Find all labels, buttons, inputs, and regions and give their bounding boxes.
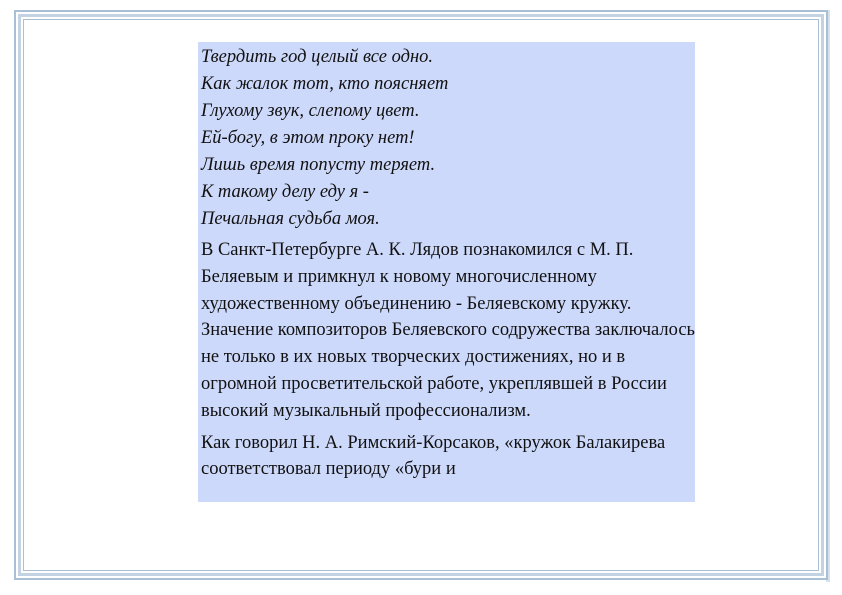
poem-line: Ей-богу, в этом проку нет! (201, 128, 415, 148)
poem-line: Глухому звук, слепому цвет. (201, 101, 420, 121)
poem-line: К такому делу еду я - (201, 182, 369, 202)
poem-line: Печальная судьба моя. (201, 209, 380, 229)
poem-line: Как жалок тот, кто поясняет (201, 74, 449, 94)
paragraph-rimsky-korsakov-quote: Как говорил Н. А. Римский-Корсаков, «кружок Балакирева соответствовал периоду «бури и (201, 432, 666, 480)
poem (201, 42, 695, 233)
poem-line: Твердить год целый все одно. (201, 47, 434, 67)
poem-line: Лишь время попусту теряет. (201, 155, 436, 175)
paragraph-belyaev-circle: В Санкт-Петербурге А. К. Лядов познакомился с М. П. Беляевым и примкнул к новому многочисленному художественному объединению - Беляевскому кружку. Значение композиторов Беляевского содружества заключалось не только в их новых творческих достижениях, но и в огромной просветительской работе, укреплявшей в России высокий музыкальный профессионализм. (201, 240, 695, 421)
text-block (198, 42, 695, 502)
